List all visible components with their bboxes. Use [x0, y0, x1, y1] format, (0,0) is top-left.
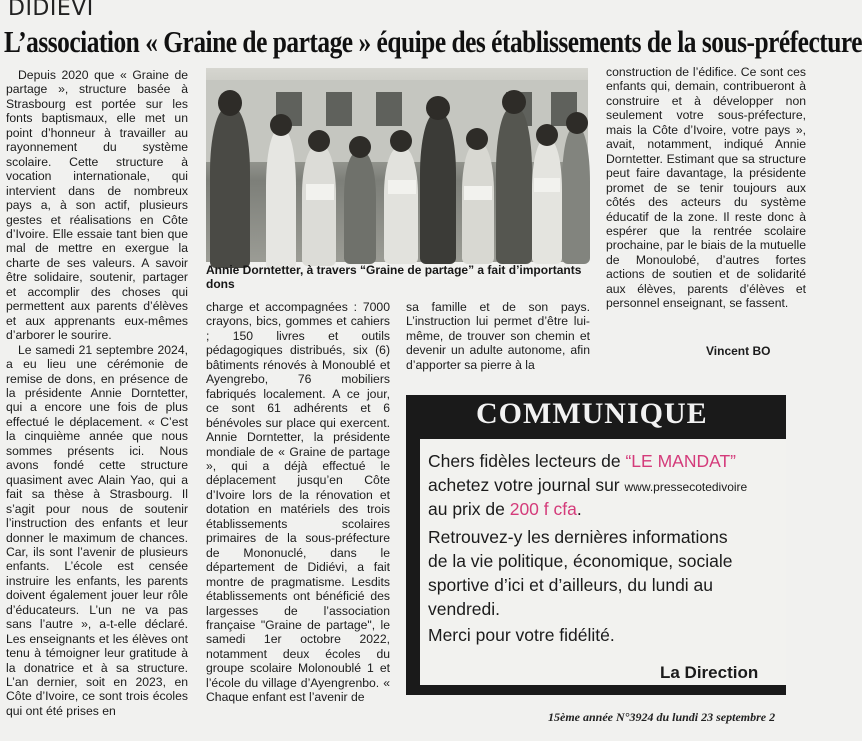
communique-body [420, 439, 786, 685]
text: au prix de [428, 499, 510, 519]
article-column-3 [406, 300, 590, 372]
communique-line: Retrouvez-y les dernières informations [428, 527, 728, 547]
text: Chers fidèles lecteurs de [428, 451, 626, 471]
communique-box [406, 395, 786, 695]
communique-signoff: La Direction [660, 663, 759, 682]
group-photo-icon [206, 68, 588, 262]
article-column-2 [206, 300, 390, 705]
paragraph: charge et accompagnées : 7000 crayons, bics, gommes et cahiers ; 150 livres et outils pédagogiques distribués, six (6) bâtiments rénovés à Monoublé et Ayengrebo, 76 mobiliers fabriqués localement. A ce jour, ce sont 61 adhérents et 6 bénévoles sur place qui exercent. Annie Dorntetter, la présidente mondiale de « Graine de partage », qui a déjà effectué le déplacement jusqu’en Côte d’Ivoire lors de la rénovation et dotation en matériels des trois établissements scolaires primaires de la sous-préfecture de Mononuclé, dans le département de Didiévi, a fait montre de pragmatisme. Lesdits établissements ont bénéficié des largesses de l’association française "Graine de partage", le samedi 1er octobre 2022, notamment deux écoles du groupe scolaire Molonoublé 1 et l’école du village d’Ayengrenbo. « Chaque enfant est l’avenir de [206, 300, 390, 705]
paragraph: Le samedi 21 septembre 2024, a eu lieu une cérémonie de remise de dons, en présence de la présidente Annie Dorntetter, qui a encore une fois de plus effectué le déplacement. « C’est la cinquième année que nous sommes présents ici. Nous avons fondé cette structure quasiment avec Alain Yao, qui a fait sa thèse à Strasbourg. Il s’agit pour nous de soutenir l’instruction des enfants et leur donner le maximum de chances. Car, ils sont l’avenir de plusieurs enfants. L’école est censée instruire les enfants, les parents doivent également jouer leur rôle d’éducateurs. L’un ne va pas sans l’autre », a-t-elle déclaré. Les enseignants et les élèves ont tenu à témoigner leur gratitude à la donatrice et à sa structure. L’an dernier, soit en 2023, en Côte d’Ivoire, ce sont trois écoles qui ont été prises en [6, 342, 188, 718]
communique-line [428, 473, 747, 499]
communique-line [428, 449, 736, 473]
article-column-4 [606, 65, 806, 311]
article-column-1 [6, 68, 188, 718]
communique-line: sportive d’ici et d’ailleurs, du lundi au [428, 575, 714, 595]
communique-line: Merci pour votre fidélité. [428, 625, 615, 645]
text: achetez votre journal sur [428, 475, 625, 495]
section-tag: DIDIEVI [8, 0, 94, 21]
paragraph: sa famille et de son pays. L’instruction lui permet d’être lui-même, de trouver son chemin et devenir un adulte autonome, afin d’apporter sa pierre à la [406, 300, 590, 372]
communique-line [428, 497, 582, 521]
communique-line: de la vie politique, économique, sociale [428, 551, 733, 571]
newspaper-name: “LE MANDAT” [625, 451, 736, 471]
communique-title: COMMUNIQUE [476, 397, 708, 430]
issue-footer: 15ème année N°3924 du lundi 23 septembre 2 [548, 710, 776, 724]
photo-caption: Annie Dorntetter, à travers “Graine de partage” a fait d’importants dons [206, 263, 582, 291]
communique-line: vendredi. [428, 599, 500, 619]
author-signature: Vincent BO [706, 344, 771, 358]
website-link[interactable]: www.pressecotedivoire [624, 480, 748, 494]
paragraph: construction de l’édifice. Ce sont ces enfants qui, demain, contribueront à construire et à développer non seulement votre sous-préfecture, mais la Côte d’Ivoire, votre pays », avait, notamment, indiqué Annie Dorntetter. Estimant que sa structure peut faire davantage, la présidente promet de se tenir toujours aux côtés des acteurs du système éducatif de la zone. Il reste donc à espérer que la rentrée scolaire prochaine, par le biais de la mutuelle de Monoulobé, d’autres fortes actions de soutien et de solidarité aux élèves, parents d’élèves et personnel enseignant, se fassent. [606, 65, 806, 311]
price: 200 f cfa [509, 499, 577, 519]
paragraph: Depuis 2020 que « Graine de partage », structure basée à Strasbourg est portée sur les fonts baptismaux, elle met un point d’honneur à travailler au rayonnement du système scolaire. Cette structure à vocation internationale, qui intervient dans de nombreux pays a, à son actif, plusieurs gestes et réalisations en Côte d’Ivoire. Elle essaie tant bien que mal de mettre en exergue la charte de ses valeurs. A savoir être solidaire, soutenir, partager et accomplir des choses qui permettent aux parents d’élèves et aux apprenants eux-mêmes d’arborer le sourire. [6, 68, 188, 343]
headline: L’association « Graine de partage » équipe des établissements de la sous-préfecture [4, 24, 862, 59]
text: . [576, 499, 582, 519]
